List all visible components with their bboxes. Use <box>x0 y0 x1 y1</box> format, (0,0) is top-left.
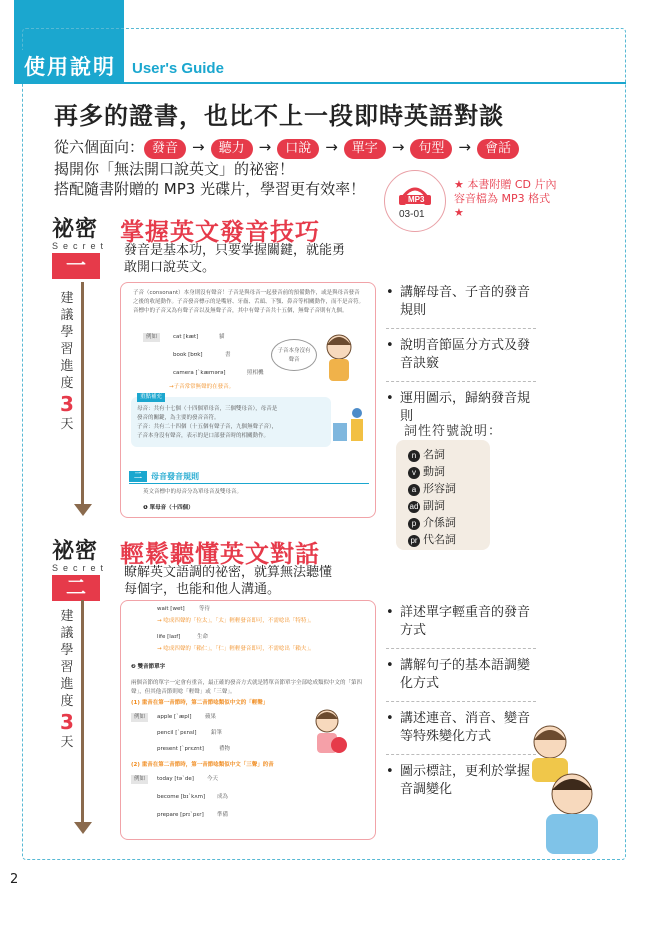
progress-unit: 天 <box>60 735 74 750</box>
section-2-title: 輕鬆聽懂英文對話 <box>120 540 320 568</box>
section-2-progress <box>58 608 76 751</box>
bullet-text: 詳述單字輕重音的發音方式 <box>400 605 531 638</box>
tip-line: 子音：共有二十四個（十五個有聲子音，九個無聲子音）， <box>137 424 278 430</box>
page-headline: 再多的證書，也比不上一段即時英語對談 <box>54 102 504 130</box>
pos-label: 名詞 <box>423 448 445 461</box>
example-tag: 例如 <box>131 775 148 784</box>
cd-track: 03-01 <box>399 209 425 220</box>
bullet-item <box>386 337 536 382</box>
bullet-item <box>386 604 536 649</box>
pos-label: 副詞 <box>423 499 445 512</box>
bullet-dot-icon: • <box>386 285 394 300</box>
pos-label: 動詞 <box>423 465 445 478</box>
progress-label: 建議學習進度 <box>60 609 74 709</box>
sub-text: 英文音標中的母音分為單母音及雙母音。 <box>143 489 243 495</box>
skill-pill-speaking: 口說 <box>277 139 319 159</box>
example-meaning: 鉛筆 <box>211 730 223 736</box>
secret-number: 二 <box>66 575 86 599</box>
section-1-sample-page <box>120 282 376 518</box>
sample-paragraph: 子音（consonant）本身則沒有聲音！子音是與母音一起發音前的預備動作，或是與母音發音之後的收尾動作。子音發音標示的是嘴唇、牙齒、舌頭、下顎、鼻音等相關動作，而不是音符。音標中的子音又為有聲子音以及無聲子音，其中有聲子音共十五個，無聲子音則有九個。 <box>133 290 365 314</box>
bullet-dot-icon: • <box>386 391 394 406</box>
skill-pill-conversation: 會話 <box>477 139 519 159</box>
secret-1-marker <box>52 212 112 279</box>
tip-tag: 重點補充 <box>137 393 165 402</box>
pos-abbr-icon: p <box>408 518 420 530</box>
pos-legend-title: 詞性符號說明： <box>404 424 503 439</box>
intro-line-2: 揭開你「無法開口說英文」的祕密！ <box>54 160 295 178</box>
pos-item-noun <box>408 446 445 462</box>
mp3-badge: MP3 <box>408 195 425 204</box>
guide-english-label: User's Guide <box>132 60 224 77</box>
bullet-item <box>386 657 536 702</box>
rule-note: →子音常常無聲的在發音。 <box>169 384 235 390</box>
section-1-bullets <box>386 284 536 442</box>
section-1-subtitle: 發音是基本功，只要掌握關鍵，就能勇敢開口說英文。 <box>124 243 346 275</box>
example-meaning: 今天 <box>207 776 219 782</box>
stationery-illustration-icon <box>329 405 369 445</box>
example-word: book [bʊk] <box>173 352 203 358</box>
pos-item-adverb <box>408 497 445 513</box>
pos-abbr-icon: ad <box>409 502 419 511</box>
skill-pill-listening: 聽力 <box>211 139 253 159</box>
pos-label: 形容詞 <box>423 482 456 495</box>
bullet-text: 說明音節區分方式及發音訣竅 <box>400 338 531 371</box>
example-word: pencil [ˋpɛnsl] <box>157 730 197 736</box>
example-word: apple [ˋæpl] <box>157 714 192 720</box>
sub-item: ❷ 雙音節單字 <box>131 664 166 670</box>
bullet-dot-icon: • <box>386 605 394 620</box>
example-meaning: 貓 <box>219 334 225 340</box>
section-1-title: 掌握英文發音技巧 <box>120 218 320 246</box>
bullet-text: 講解句子的基本語調變化方式 <box>400 658 531 691</box>
sub-number: 二 <box>134 471 142 480</box>
example-tag: 例如 <box>131 713 148 722</box>
secret-2-marker <box>52 534 112 601</box>
example-word: become [bɪˋkʌm] <box>157 794 206 800</box>
arrow-icon: → <box>458 138 471 156</box>
timeline-arrow-icon <box>74 504 92 516</box>
example-word: prepare [prɪˋpɛr] <box>157 812 204 818</box>
secret-number: 一 <box>66 253 86 277</box>
secret-english: Secret <box>52 563 109 573</box>
pos-abbr-icon: a <box>408 484 420 496</box>
skill-pill-vocabulary: 單字 <box>344 139 386 159</box>
rule-heading: (1) 重音在第一音節時，第二音節唸類似中文的「輕聲」 <box>131 700 269 706</box>
sub-item: ❶ 單母音（十四個） <box>143 505 194 511</box>
pos-abbr-icon: v <box>408 467 420 479</box>
bullet-text: 運用圖示，歸納發音規則 <box>400 391 531 424</box>
bullet-text: 講解母音、子音的發音規則 <box>400 285 531 318</box>
example-meaning: 蘋果 <box>205 714 217 720</box>
bullet-dot-icon: • <box>386 658 394 673</box>
intro-skills-line <box>54 136 519 159</box>
tip-line: 子音本身沒有聲音，表示的是口部發音時的相關動作。 <box>137 433 270 439</box>
arrow-icon: → <box>192 138 205 156</box>
timeline-2 <box>81 600 84 822</box>
header-rule <box>124 82 626 84</box>
sample-paragraph: 兩個音節的單字一定會有重音，最正確的發音方式就是將單音節單字全部唸成類似中文的「第四聲」，但其他音節則唸「輕聲」或「三聲」。 <box>131 680 363 695</box>
section-2-subtitle: 瞭解英文語調的祕密，就算無法聽懂每個字，也能和他人溝通。 <box>124 565 333 597</box>
pos-item-adjective <box>408 480 456 496</box>
example-meaning: 書 <box>225 352 231 358</box>
secret-number-badge <box>52 575 100 601</box>
example-meaning: 等待 <box>199 606 211 612</box>
arrow-icon: → <box>391 138 405 156</box>
speech-bubble-text: 子音本身沒有聲音 <box>277 348 311 363</box>
girl-with-apple-icon <box>307 707 351 757</box>
cd-badge <box>384 170 446 232</box>
bullet-dot-icon: • <box>386 338 394 353</box>
example-word: cat [kæt] <box>173 334 199 340</box>
pos-label: 代名詞 <box>423 533 456 546</box>
tip-line: 發音的關鍵，為主要的發音音符。 <box>137 415 220 421</box>
timeline-arrow-icon <box>74 822 92 834</box>
skill-pill-pronunciation: 發音 <box>144 139 186 159</box>
tip-line: 母音：共有十七個（十四個單母音，三個雙母音），母音是 <box>137 406 278 412</box>
example-meaning: 禮物 <box>219 746 231 752</box>
example-meaning: 生命 <box>197 634 209 640</box>
skill-pill-sentence: 句型 <box>410 139 452 159</box>
progress-days: 3 <box>60 392 74 416</box>
pos-item-pronoun <box>408 531 456 547</box>
secret-number-badge <box>52 253 100 279</box>
bullet-text: 圖示標註，更利於掌握音調變化 <box>400 764 531 797</box>
example-word: wait [wet] <box>157 606 185 612</box>
bullet-dot-icon: • <box>386 764 394 779</box>
pos-legend-box <box>396 440 490 550</box>
cd-note: ★ 本書附贈 CD 片內容音檔為 MP3 格式 ★ <box>454 178 557 219</box>
secret-english: Secret <box>52 241 109 251</box>
example-word: today [təˋde] <box>157 776 194 782</box>
timeline-1 <box>81 282 84 504</box>
example-meaning: 準備 <box>217 812 229 818</box>
example-tag: 例如 <box>143 333 160 342</box>
parent-child-illustration-icon <box>512 716 624 856</box>
pronunciation-note: → 唸成四聲的「賴仁」，「仁」輕輕發音即可，不需唸出「賴夫」。 <box>157 646 315 652</box>
sub-title: 母音發音規則 <box>151 472 199 481</box>
secret-label: 祕密 <box>52 539 99 564</box>
arrow-icon: → <box>258 138 272 156</box>
sub-rule <box>129 483 369 484</box>
bullet-dot-icon: • <box>386 711 394 726</box>
bullet-text: 講述連音、消音、變音等特殊變化方式 <box>400 711 531 744</box>
page-number: 2 <box>10 872 19 887</box>
arrow-icon: → <box>325 138 338 156</box>
guide-tab-label: 使用說明 <box>14 50 124 84</box>
pos-item-preposition <box>408 514 456 530</box>
pos-item-verb <box>408 463 445 479</box>
example-word: camera [ˋkæmərə] <box>173 370 226 376</box>
intro-line-3: 搭配隨書附贈的 MP3 光碟片，學習更有效率！ <box>54 180 366 198</box>
girl-illustration-icon <box>317 329 361 385</box>
secret-label: 祕密 <box>52 217 99 242</box>
progress-days: 3 <box>60 710 74 734</box>
rule-heading: (2) 重音在第二音節時，第一音節唸類似中文「三聲」的音 <box>131 762 274 768</box>
section-2-sample-page <box>120 600 376 840</box>
pos-abbr-icon: pr <box>408 535 420 547</box>
example-word: present [ˋprɛznt] <box>157 746 204 752</box>
progress-label: 建議學習進度 <box>60 291 74 391</box>
progress-unit: 天 <box>60 417 74 432</box>
bullet-item <box>386 284 536 329</box>
example-meaning: 成為 <box>217 794 229 800</box>
pos-abbr-icon: n <box>408 450 420 462</box>
example-meaning: 照相機 <box>247 370 264 376</box>
example-word: life [laɪf] <box>157 634 181 640</box>
pos-label: 介係詞 <box>423 516 456 529</box>
intro-prefix: 從六個面向： <box>54 138 145 156</box>
pronunciation-note: → 唸成四聲的「位太」，「太」輕輕發音即可，不需唸出「特特」。 <box>157 618 315 624</box>
section-1-progress <box>58 290 76 433</box>
